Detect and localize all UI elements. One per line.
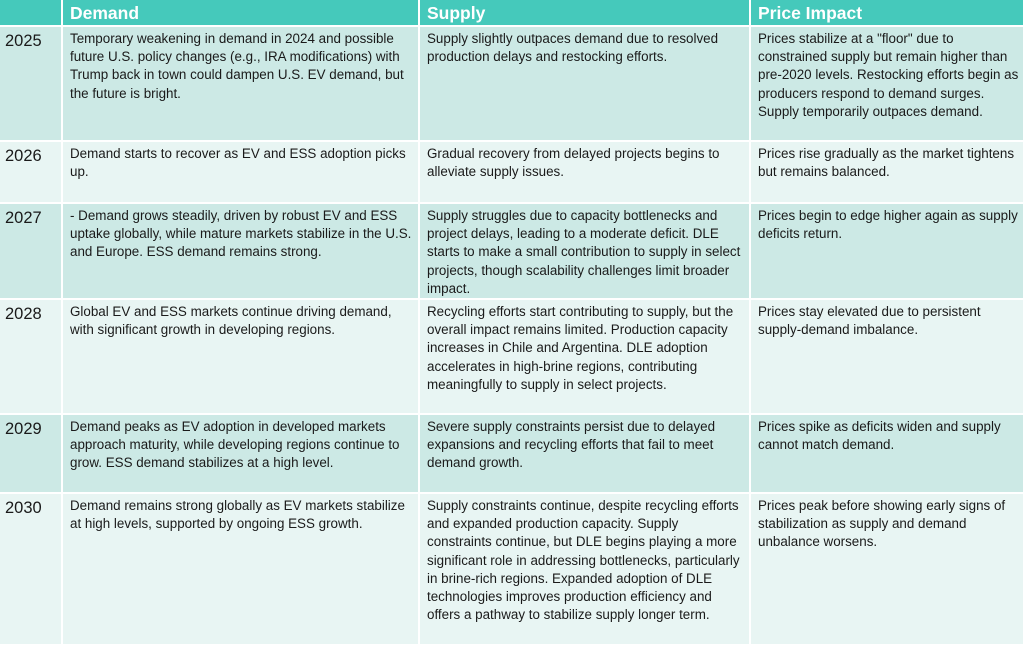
table-row — [0, 141, 1024, 203]
row-demand: Demand peaks as EV adoption in developed markets approach maturity, while developing regions continue to grow. ESS demand stabilizes at a high level. — [62, 414, 419, 493]
row-demand: Demand remains strong globally as EV markets stabilize at high levels, supported by ongoing ESS growth. — [62, 493, 419, 645]
row-demand: Demand starts to recover as EV and ESS adoption picks up. — [62, 141, 419, 203]
row-price-impact: Prices peak before showing early signs of stabilization as supply and demand unbalance worsens. — [750, 493, 1024, 645]
row-price-impact: Prices stay elevated due to persistent supply-demand imbalance. — [750, 299, 1024, 414]
row-supply: Supply constraints continue, despite recycling efforts and expanded production capacity. Supply constraints continue, but DLE begins playing a more significant role in addressing bottlenecks, particularly in brine-rich regions. Expanded adoption of DLE technologies improves production efficiency and offers a pathway to stabilize supply longer term. — [419, 493, 750, 645]
table-body — [0, 26, 1024, 645]
table-header — [0, 0, 1024, 26]
table-row — [0, 203, 1024, 299]
header-supply: Supply — [419, 0, 750, 26]
row-demand: Global EV and ESS markets continue driving demand, with significant growth in developing regions. — [62, 299, 419, 414]
row-price-impact: Prices spike as deficits widen and supply cannot match demand. — [750, 414, 1024, 493]
table-row — [0, 26, 1024, 141]
row-demand: - Demand grows steadily, driven by robust EV and ESS uptake globally, while mature markets stabilize in the U.S. and Europe. ESS demand remains strong. — [62, 203, 419, 299]
table-row — [0, 299, 1024, 414]
row-supply: Recycling efforts start contributing to supply, but the overall impact remains limited. Production capacity increases in Chile and Argentina. DLE adoption accelerates in high-brine regions, contributing meaningfully to supply in select projects. — [419, 299, 750, 414]
row-price-impact: Prices begin to edge higher again as supply deficits return. — [750, 203, 1024, 299]
row-year: 2027 — [0, 203, 62, 299]
header-demand: Demand — [62, 0, 419, 26]
header-price-impact: Price Impact — [750, 0, 1024, 26]
table-row — [0, 414, 1024, 493]
row-supply: Supply slightly outpaces demand due to resolved production delays and restocking efforts. — [419, 26, 750, 141]
row-supply: Supply struggles due to capacity bottlenecks and project delays, leading to a moderate deficit. DLE starts to make a small contribution to supply in select projects, though scalability challenges limit broader impact. — [419, 203, 750, 299]
row-year: 2028 — [0, 299, 62, 414]
row-year: 2030 — [0, 493, 62, 645]
row-price-impact: Prices stabilize at a "floor" due to constrained supply but remain higher than pre-2020 levels. Restocking efforts begin as producers respond to demand surges. Supply temporarily outpaces demand. — [750, 26, 1024, 141]
row-price-impact: Prices rise gradually as the market tightens but remains balanced. — [750, 141, 1024, 203]
table-row — [0, 493, 1024, 645]
row-year: 2026 — [0, 141, 62, 203]
header-year — [0, 0, 62, 26]
row-year: 2025 — [0, 26, 62, 141]
row-supply: Gradual recovery from delayed projects begins to alleviate supply issues. — [419, 141, 750, 203]
header-row — [0, 0, 1024, 26]
row-year: 2029 — [0, 414, 62, 493]
row-demand: Temporary weakening in demand in 2024 and possible future U.S. policy changes (e.g., IRA modifications) with Trump back in town could dampen U.S. EV demand, but the future is bright. — [62, 26, 419, 141]
row-supply: Severe supply constraints persist due to delayed expansions and recycling efforts that fail to meet demand growth. — [419, 414, 750, 493]
